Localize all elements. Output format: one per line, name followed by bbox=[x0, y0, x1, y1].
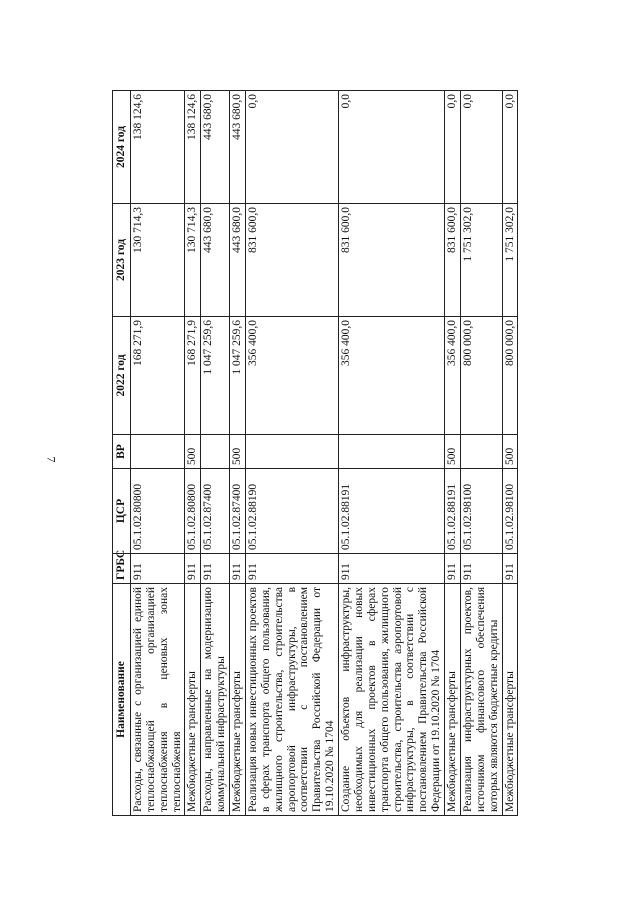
row-2022: 1 047 259,6 bbox=[201, 317, 230, 435]
row-2023: 831 600,0 bbox=[445, 204, 461, 317]
row-2022: 800 000,0 bbox=[502, 317, 518, 435]
header-2023: 2023 год bbox=[113, 204, 131, 317]
row-vr: 500 bbox=[445, 435, 461, 469]
row-vr bbox=[460, 435, 502, 469]
table-row bbox=[502, 91, 518, 816]
row-grbs: 911 bbox=[460, 554, 502, 584]
row-csr: 05.1.02.88190 bbox=[245, 469, 338, 554]
row-csr: 05.1.02.88191 bbox=[339, 469, 445, 554]
header-vr: ВР bbox=[113, 435, 131, 469]
row-2023: 443 680,0 bbox=[201, 204, 230, 317]
row-2023: 1 751 302,0 bbox=[502, 204, 518, 317]
table-row bbox=[130, 91, 185, 816]
row-name: Расходы, связанные с организацией единой теплоснабжающей организацией теплоснабжения в ценовых зонах теплоснабжения bbox=[130, 584, 185, 816]
header-2024: 2024 год bbox=[113, 91, 131, 204]
row-grbs: 911 bbox=[339, 554, 445, 584]
table-header-row bbox=[113, 91, 131, 816]
row-name: Реализация инфраструктурных проектов, источником финансового обеспечения которых являются бюджетные кредиты bbox=[460, 584, 502, 816]
row-name: Реализация новых инвестиционных проектов в сферах транспорта общего пользования, жилищного строительства, строительства аэропортовой инфраструктуры, в соответствии с постановлением Правительства Российской Федерации от 19.10.2020 № 1704 bbox=[245, 584, 338, 816]
header-name: Наименование bbox=[113, 584, 131, 816]
row-2023: 831 600,0 bbox=[339, 204, 445, 317]
row-name: Межбюджетные трансферты bbox=[230, 584, 246, 816]
row-grbs: 911 bbox=[185, 554, 201, 584]
row-csr: 05.1.02.87400 bbox=[201, 469, 230, 554]
row-csr: 05.1.02.80800 bbox=[130, 469, 185, 554]
row-2024: 138 124,6 bbox=[185, 91, 201, 204]
row-grbs: 911 bbox=[130, 554, 185, 584]
row-vr bbox=[245, 435, 338, 469]
row-2022: 168 271,9 bbox=[130, 317, 185, 435]
table-row bbox=[245, 91, 338, 816]
row-grbs: 911 bbox=[201, 554, 230, 584]
row-2023: 130 714,3 bbox=[185, 204, 201, 317]
row-2022: 356 400,0 bbox=[339, 317, 445, 435]
row-2022: 356 400,0 bbox=[245, 317, 338, 435]
row-csr: 05.1.02.80800 bbox=[185, 469, 201, 554]
row-2022: 800 000,0 bbox=[460, 317, 502, 435]
table-row bbox=[201, 91, 230, 816]
row-csr: 05.1.02.87400 bbox=[230, 469, 246, 554]
header-2022: 2022 год bbox=[113, 317, 131, 435]
header-grbs: ГРБС bbox=[113, 554, 131, 584]
row-vr bbox=[339, 435, 445, 469]
row-2023: 1 751 302,0 bbox=[460, 204, 502, 317]
row-name: Создание объектов инфраструктуры, необходимых для реализации новых инвестиционных проектов в сферах транспорта общего пользования, жилищного строительства, строительства аэропортовой инфраструктуры, в соответствии с постановлением Правительства Российской Федерации от 19.10.2020 № 1704 bbox=[339, 584, 445, 816]
row-grbs: 911 bbox=[230, 554, 246, 584]
row-name: Межбюджетные трансферты bbox=[502, 584, 518, 816]
row-2024: 0,0 bbox=[245, 91, 338, 204]
row-2022: 168 271,9 bbox=[185, 317, 201, 435]
row-2024: 0,0 bbox=[502, 91, 518, 204]
row-2023: 130 714,3 bbox=[130, 204, 185, 317]
table-row bbox=[185, 91, 201, 816]
row-2024: 138 124,6 bbox=[130, 91, 185, 204]
row-vr bbox=[130, 435, 185, 469]
row-2023: 831 600,0 bbox=[245, 204, 338, 317]
row-vr: 500 bbox=[502, 435, 518, 469]
row-name: Межбюджетные трансферты bbox=[185, 584, 201, 816]
row-2024: 0,0 bbox=[445, 91, 461, 204]
row-vr: 500 bbox=[185, 435, 201, 469]
table-row bbox=[460, 91, 502, 816]
table-row bbox=[445, 91, 461, 816]
row-name: Расходы, направленные на модернизацию коммунальной инфраструктуры bbox=[201, 584, 230, 816]
row-2024: 443 680,0 bbox=[201, 91, 230, 204]
row-2022: 1 047 259,6 bbox=[230, 317, 246, 435]
table-row bbox=[339, 91, 445, 816]
row-2024: 443 680,0 bbox=[230, 91, 246, 204]
row-grbs: 911 bbox=[502, 554, 518, 584]
header-csr: ЦСР bbox=[113, 469, 131, 554]
row-csr: 05.1.02.98100 bbox=[460, 469, 502, 554]
row-2024: 0,0 bbox=[339, 91, 445, 204]
budget-table bbox=[112, 90, 518, 816]
row-grbs: 911 bbox=[445, 554, 461, 584]
rotated-table-container bbox=[112, 91, 552, 816]
page-number: 7 bbox=[44, 456, 59, 463]
table-row bbox=[230, 91, 246, 816]
row-2023: 443 680,0 bbox=[230, 204, 246, 317]
row-grbs: 911 bbox=[245, 554, 338, 584]
row-csr: 05.1.02.88191 bbox=[445, 469, 461, 554]
row-vr bbox=[201, 435, 230, 469]
row-2022: 356 400,0 bbox=[445, 317, 461, 435]
row-csr: 05.1.02.98100 bbox=[502, 469, 518, 554]
row-name: Межбюджетные трансферты bbox=[445, 584, 461, 816]
row-2024: 0,0 bbox=[460, 91, 502, 204]
row-vr: 500 bbox=[230, 435, 246, 469]
